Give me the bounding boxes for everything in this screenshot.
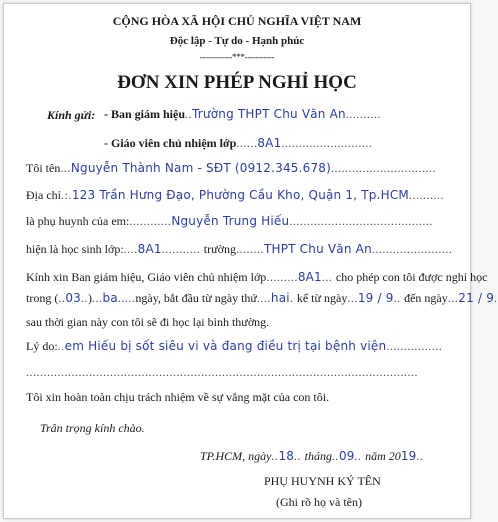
principal-label: - Ban giám hiệu: [104, 107, 186, 121]
year-label: năm 20: [365, 449, 401, 463]
request-text-e: kể từ ngày: [296, 291, 348, 305]
recipient-line-2: - Giáo viên chủ nhiệm lớp......8A1..........................: [104, 136, 373, 150]
school-name-value: Trường THPT Chu Văn An: [192, 107, 346, 121]
signature-title: PHỤ HUYNH KÝ TÊN: [264, 474, 381, 488]
name-row: Tôi tên...Nguyễn Thành Nam - SĐT (0912.345.678)..............................: [26, 161, 437, 175]
year-value: 19: [400, 449, 417, 463]
month-value: 09: [338, 449, 355, 463]
reason-value: em Hiếu bị sốt siêu vi và đang điều trị tại bệnh viện: [64, 339, 387, 353]
reason-row: Lý do:..em Hiếu bị sốt siêu vi và đang điều trị tại bệnh viện................: [26, 339, 443, 353]
recipient-label: Kính gửi:: [47, 108, 96, 122]
application-form: [3, 3, 498, 519]
date-line: TP.HCM, ngày..18.. tháng..09.. năm 2019..: [200, 449, 424, 463]
student-name-value: Nguyễn Trung Hiếu: [171, 214, 290, 228]
school-label: trường: [203, 242, 236, 256]
reason-label: Lý do:: [26, 339, 58, 353]
closing-text: Trân trọng kính chào.: [40, 421, 145, 435]
day-value: 18: [278, 449, 295, 463]
form-title: ĐƠN XIN PHÉP NGHỈ HỌC: [117, 72, 357, 93]
class-label: hiện là học sinh lớp:: [26, 242, 124, 256]
school-value: THPT Chu Văn An: [263, 242, 372, 256]
address-label: Địa chỉ: [26, 188, 61, 202]
request-line-3: sau thời gian này con tôi sẽ đi học lại bình thường.: [26, 315, 270, 329]
signature-note: (Ghi rõ họ và tên): [276, 495, 362, 509]
motto: Độc lập - Tự do - Hạnh phúc: [169, 35, 305, 47]
address-value: 123 Trần Hưng Đạo, Phường Cầu Kho, Quận 1, Tp.HCM: [71, 188, 409, 202]
country-header: CỘNG HÒA XÃ HỘI CHỦ NGHĨA VIỆT NAM: [112, 14, 362, 28]
class-row: hiện là học sinh lớp:....8A1........... trường........THPT Chu Văn An.......................: [26, 242, 453, 256]
to-date-value: 21 / 9: [458, 291, 495, 305]
address-row: Địa chỉ.:.123 Trần Hưng Đạo, Phường Cầu Kho, Quận 1, Tp.HCM..........: [26, 188, 444, 202]
reason-extra-line: ................................................................................................................: [26, 365, 418, 379]
name-label: Tôi tên: [26, 161, 61, 175]
days-word-value: ba: [102, 291, 118, 305]
request-text-a: Kính xin Ban giám hiệu, Giáo viên chủ nhiệm lớp: [26, 270, 267, 284]
request-line-2: trong (..03..)...ba.....ngày, bắt đầu từ ngày thứ....hai. kể từ ngày...19 / 9.. đến ngày...21 / 9.: [26, 291, 498, 305]
class-value: 8A1: [137, 242, 162, 256]
month-label: tháng: [304, 449, 332, 463]
name-value: Nguyễn Thành Nam - SĐT (0912.345.678): [70, 161, 332, 175]
parent-row: là phụ huynh của em:............Nguyễn Trung Hiếu.........................................: [26, 214, 433, 228]
parent-label: là phụ huynh của em:: [26, 214, 130, 228]
request-text-d: ngày, bắt đầu từ ngày thứ: [135, 291, 257, 305]
request-text-b: cho phép con tôi được nghỉ học: [335, 270, 488, 284]
request-class-value: 8A1: [297, 270, 322, 284]
request-text-f: đến ngày: [404, 291, 448, 305]
weekday-value: hai: [270, 291, 290, 305]
request-line-1: Kính xin Ban giám hiệu, Giáo viên chủ nhiệm lớp.........8A1... cho phép con tôi được nghỉ học: [26, 270, 488, 284]
commitment-text: Tôi xin hoàn toàn chịu trách nhiệm về sự vắng mặt của con tôi.: [26, 390, 330, 404]
header-separator: ------------***-----------: [199, 52, 275, 62]
from-date-value: 19 / 9: [357, 291, 394, 305]
homeroom-teacher-label: - Giáo viên chủ nhiệm lớp: [104, 136, 237, 150]
homeroom-class-value: 8A1: [257, 136, 282, 150]
date-place: TP.HCM, ngày: [200, 449, 272, 463]
days-number-value: 03: [65, 291, 81, 305]
request-paren-close: ): [88, 291, 92, 305]
recipient-line-1: - Ban giám hiệu..Trường THPT Chu Văn An..........: [104, 107, 381, 121]
request-text-c: trong (: [26, 291, 59, 305]
